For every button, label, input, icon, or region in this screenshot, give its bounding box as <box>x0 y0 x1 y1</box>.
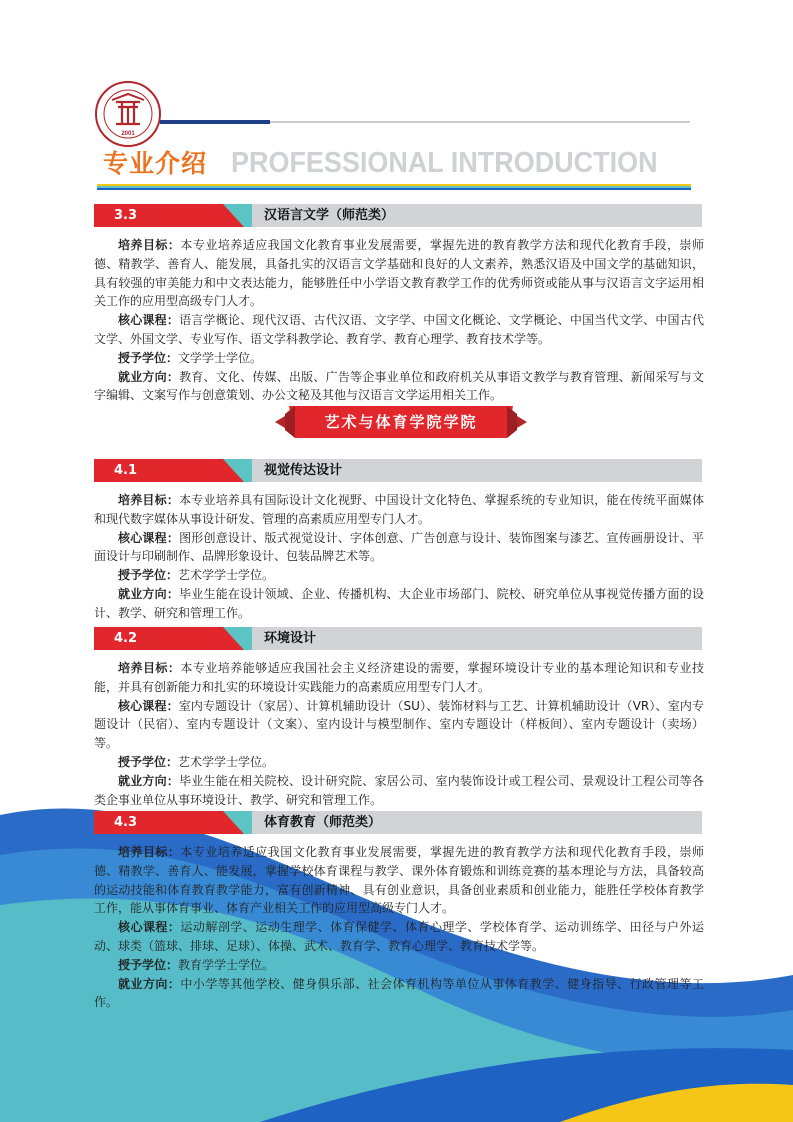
text-goal: 本专业培养具有国际设计文化视野、中国设计文化特色、掌握系统的专业知识，能在传统平面媒体和现代数字媒体从事设计研发、管理的高素质应用型专门人才。 <box>94 493 704 526</box>
section-number: 4.3 <box>114 815 138 830</box>
label-career: 就业方向： <box>118 586 180 601</box>
label-degree: 授予学位： <box>118 350 179 365</box>
label-career: 就业方向： <box>118 976 181 991</box>
text-courses: 室内专题设计（家居）、计算机辅助设计（SU）、装饰材料与工艺、计算机辅助设计（VR）、室内专题设计（民宿）、室内专题设计（文案）、室内设计与模型制作、室内专题设计（样板间）、室内专题设计（卖场）等。 <box>94 698 704 751</box>
section-header-4-1 <box>94 459 702 482</box>
section-number: 4.2 <box>114 631 138 646</box>
section-header-4-3 <box>94 811 702 834</box>
text-degree: 文学学士学位。 <box>178 350 263 365</box>
text-goal: 本专业培养能够适应我国社会主义经济建设的需要，掌握环境设计专业的基本理论知识和专业技能，并具有创新能力和扎实的环境设计实践能力的高素质应用型专门人才。 <box>94 661 704 694</box>
text-goal: 本专业培养适应我国文化教育事业发展需要，掌握先进的教育教学方法和现代化教育手段，崇师德、精教学、善育人、能发展，具备扎实的汉语言文学基础和良好的人文素养，熟悉汉语及中国文学的基础知识，具有较强的审美能力和中文表达能力，能够胜任中小学语文教育教学工作的优秀师资或能从事与汉语言文字运用相关工作的应用型高级专门人才。 <box>94 238 704 309</box>
page-title: 专业介绍 <box>103 149 208 178</box>
section-title: 环境设计 <box>264 631 317 646</box>
label-goal: 培养目标： <box>118 845 181 859</box>
section-body-4-3 <box>94 843 704 1012</box>
text-degree: 艺术学学士学位。 <box>178 568 275 583</box>
label-degree: 授予学位： <box>118 754 179 769</box>
text-degree: 艺术学学士学位。 <box>178 754 275 769</box>
text-courses: 图形创意设计、版式视觉设计、字体创意、广告创意与设计、装饰图案与漆艺、宣传画册设计、平面设计与印刷制作、品牌形象设计、包装品牌艺术等。 <box>94 530 704 564</box>
university-logo <box>94 80 162 148</box>
section-body-4-2 <box>94 659 704 809</box>
text-degree: 教育学学士学位。 <box>178 957 275 972</box>
section-title: 视觉传达设计 <box>264 463 343 478</box>
text-career: 教育、文化、传媒、出版、广告等企事业单位和政府机关从事语文教学与教育管理、新闻采写与文字编辑、文案写作与创意策划、办公文秘及其他与汉语言文学运用相关工作。 <box>94 369 704 403</box>
label-courses: 核心课程： <box>118 530 180 545</box>
text-goal: 本专业培养适应我国文化教育事业发展需要，掌握先进的教育教学方法和现代化教育手段，崇师德、精教学、善育人、能发展，掌握学校体育课程与教学、课外体育锻炼和训练竞赛的基本理论与方法，具备较高的运动技能和体育教育教学能力，富有创新精神、具有创业意识，具备创业素质和创业能力，能胜任学校体育教学工作，能从事体育事业、体育产业相关工作的应用型高级专门人才。 <box>94 845 704 916</box>
label-goal: 培养目标： <box>118 661 181 675</box>
label-goal: 培养目标： <box>118 493 180 507</box>
college-banner <box>275 404 527 440</box>
label-courses: 核心课程： <box>118 698 179 713</box>
section-header-3-3 <box>94 204 702 227</box>
logo-year: 2001 <box>121 131 135 137</box>
label-courses: 核心课程： <box>118 920 181 935</box>
section-body-3-3 <box>94 236 704 405</box>
title-underline <box>97 184 691 190</box>
header-accent-line <box>160 120 270 124</box>
section-number: 4.1 <box>114 463 138 478</box>
label-goal: 培养目标： <box>118 238 181 252</box>
label-career: 就业方向： <box>118 369 180 384</box>
college-name: 艺术与体育学院学院 <box>324 413 478 431</box>
section-title: 汉语言文学（师范类） <box>264 208 395 223</box>
label-degree: 授予学位： <box>118 957 179 972</box>
section-body-4-1 <box>94 491 704 623</box>
page-title-en: PROFESSIONAL INTRODUCTION <box>231 147 658 179</box>
section-number: 3.3 <box>114 208 138 223</box>
label-career: 就业方向： <box>118 773 180 788</box>
text-courses: 语言学概论、现代汉语、古代汉语、文字学、中国文化概论、文学概论、中国当代文学、中国古代文学、外国文学、专业写作、语文学科教学论、教育学、教育心理学、教育技术学等。 <box>94 313 704 346</box>
text-career: 毕业生能在设计领域、企业、传播机构、大企业市场部门、院校、研究单位从事视觉传播方面的设计、教学、研究和管理工作。 <box>94 586 704 620</box>
text-courses: 运动解剖学、运动生理学、体育保健学、体育心理学、学校体育学、运动训练学、田径与户外运动、球类（篮球、排球、足球）、体操、武术、教育学、教育心理学、教育技术学等。 <box>94 920 704 953</box>
section-header-4-2 <box>94 627 702 650</box>
label-degree: 授予学位： <box>118 568 179 583</box>
label-courses: 核心课程： <box>118 313 180 328</box>
header-divider <box>270 121 690 123</box>
section-title: 体育教育（师范类） <box>264 815 382 830</box>
text-career: 毕业生能在相关院校、设计研究院、家居公司、室内装饰设计或工程公司、景观设计工程公司等各类企事业单位从事环境设计、教学、研究和管理工作。 <box>94 773 704 807</box>
text-career: 中小学等其他学校、健身俱乐部、社会体育机构等单位从事体育教学、健身指导、行政管理等工作。 <box>94 976 704 1010</box>
